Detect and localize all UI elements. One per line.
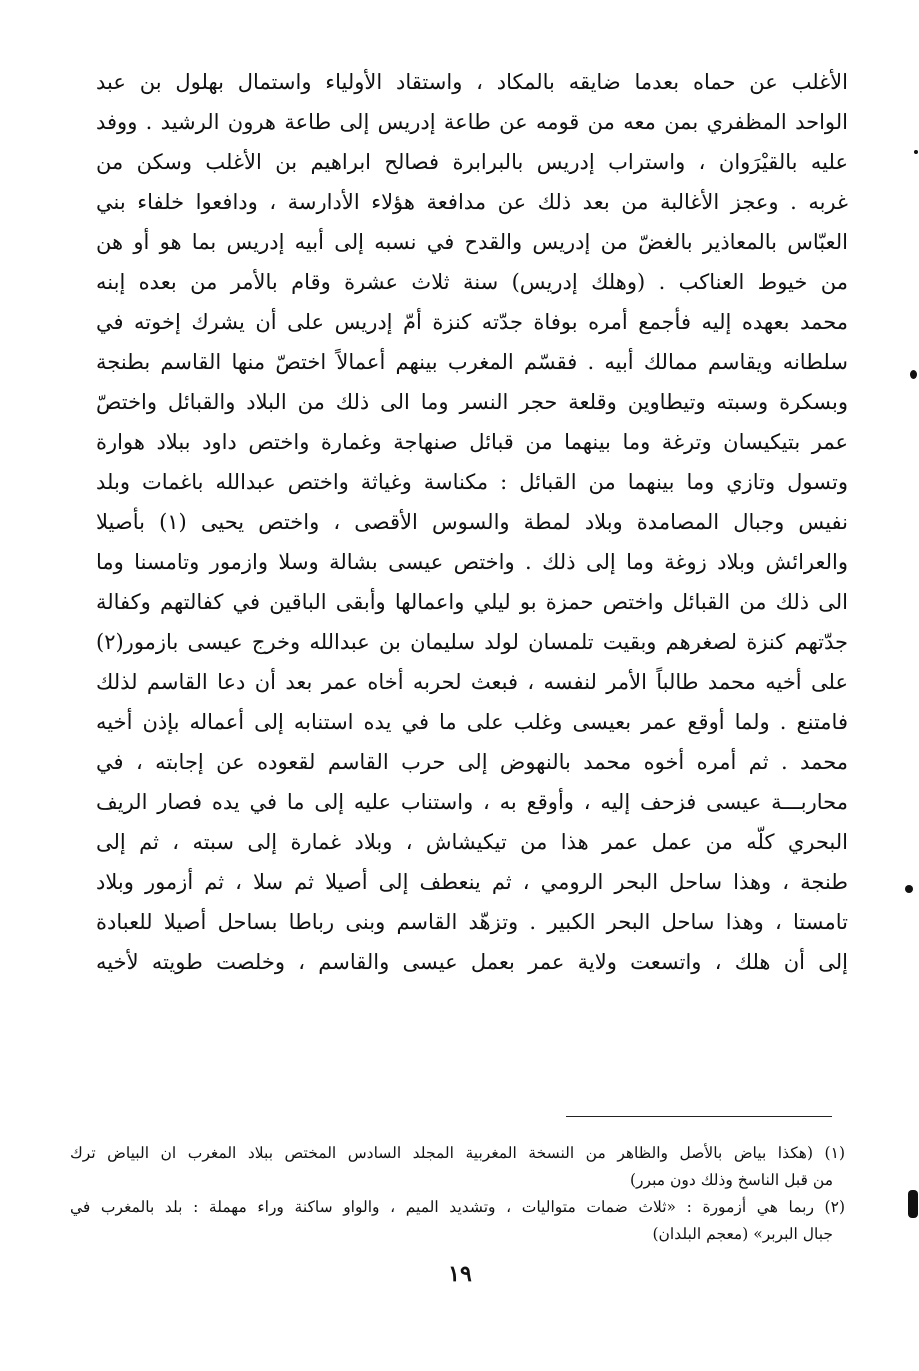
text-line: وتسول وتازي وما بينهما من القبائل : مكناسة وغياثة واختص عبدالله باغمات وبلد bbox=[96, 470, 848, 494]
footnotes-block bbox=[70, 1140, 845, 1248]
text-line: تامستا ، وهذا ساحل البحر الكبير . وتزهّد القاسم وبنى رباطا بساحل أصيلا للعبادة bbox=[96, 910, 848, 934]
page-number: ١٩ bbox=[448, 1261, 472, 1287]
footnote-1-line-1: (١) (هكذا بياض بالأصل والظاهر من النسخة المغربية المجلد السادس المختص ببلاد المغرب ان البياض ترك bbox=[70, 1144, 845, 1162]
text-line: غربه . وعجز الأغالبة من بعد ذلك عن مدافعة هؤلاء الأدارسة ، ودافعوا خلفاء بني bbox=[96, 190, 848, 214]
scan-mark bbox=[905, 885, 913, 893]
text-line: البحري كلّه من عمل عمر هذا من تيكيشاش ، وبلاد غمارة إلى سبته ، ثم إلى bbox=[96, 830, 848, 854]
text-line: من خيوط العناكب . (وهلك إدريس) سنة ثلاث عشرة وقام بالأمر من بعده إبنه bbox=[96, 270, 848, 294]
text-line: على أخيه محمد طالباً الأمر لنفسه ، فبعث لحربه أخاه عمر بعد أن دعا القاسم لذلك bbox=[96, 670, 848, 694]
text-line: الأغلب عن حماه بعدما ضايقه بالمكاد ، واستقاد الأولياء واستمال بهلول بن عبد bbox=[96, 70, 848, 94]
text-line: وبسكرة وسبته وتيطاوين وقلعة حجر النسر وما الى ذلك من البلاد والقبائل واختصّ bbox=[96, 390, 848, 414]
text-line: عمر بتيكيسان وترغة وما بينهما من قبائل صنهاجة وغمارة واختص داود ببلاد هوارة bbox=[96, 430, 848, 454]
text-line: محاربـــة عيسى فزحف إليه ، وأوقع به ، واستناب عليه إلى ما في يده فصار الريف bbox=[96, 790, 848, 814]
text-line: والعرائش وبلاد زوغة وما إلى ذلك . واختص عيسى بشالة وسلا وازمور وتامسنا وما bbox=[96, 550, 848, 574]
text-line: طنجة ، وهذا ساحل البحر الرومي ، ثم ينعطف إلى أصيلا ثم سلا ، ثم أزمور وبلاد bbox=[96, 870, 848, 894]
footnote-separator bbox=[566, 1116, 832, 1117]
text-line: الى ذلك من القبائل واختص حمزة بو ليلي واعمالها وأبقى الباقين في كفالتهم وكفالة bbox=[96, 590, 848, 614]
footnote-2-line-2: جبال البربر» (معجم البلدان) bbox=[652, 1225, 833, 1243]
scan-mark bbox=[910, 370, 917, 379]
text-line: محمد بعهده إليه فأجمع أمره بوفاة جدّته كنزة أمّ إدريس على أن يشرك إخوته في bbox=[96, 310, 848, 334]
text-line: إلى أن هلك ، واتسعت ولاية عمر بعمل عيسى والقاسم ، وخلصت طويته لأخيه bbox=[96, 950, 848, 974]
main-text-block bbox=[96, 62, 848, 982]
footnote-1-line-2: من قبل الناسخ وذلك دون مبرر) bbox=[630, 1171, 833, 1189]
text-line: سلطانه ويقاسم ممالك أبيه . فقسّم المغرب بينهم أعمالاً اختصّ منها القاسم بطنجة bbox=[96, 350, 848, 374]
text-line: محمد . ثم أمره أخوه محمد بالنهوض إلى حرب القاسم لقعوده عن إجابته ، في bbox=[96, 750, 848, 774]
footnote-2-line-1: (٢) ربما هي أزمورة : «ثلاث ضمات متواليات ، وتشديد الميم ، والواو ساكنة وراء مهملة : بلد بالمغرب في bbox=[70, 1198, 845, 1216]
text-line: جدّتهم كنزة لصغرهم وبقيت تلمسان لولد سليمان بن عبدالله وخرج عيسى بازمور(٢) bbox=[96, 630, 848, 654]
scan-mark bbox=[914, 150, 918, 154]
scan-mark bbox=[908, 1190, 918, 1218]
text-line: فامتنع . ولما أوقع عمر بعيسى وغلب على ما في يده استنابه إلى أعماله بإذن أخيه bbox=[96, 710, 848, 734]
text-line: الواحد المظفري بمن معه من قومه عن طاعة إدريس إلى طاعة هرون الرشيد . ووفد bbox=[96, 110, 848, 134]
text-line: العبّاس بالمعاذير بالغضّ من إدريس والقدح في نسبه إلى أبيه إدريس بما هو أو هن bbox=[96, 230, 848, 254]
text-line: عليه بالقيْرَوان ، واستراب إدريس بالبرابرة فصالح ابراهيم بن الأغلب وسكن من bbox=[96, 150, 848, 174]
text-line: نفيس وجبال المصامدة وبلاد لمطة والسوس الأقصى ، واختص يحيى (١) بأصيلا bbox=[96, 510, 848, 534]
